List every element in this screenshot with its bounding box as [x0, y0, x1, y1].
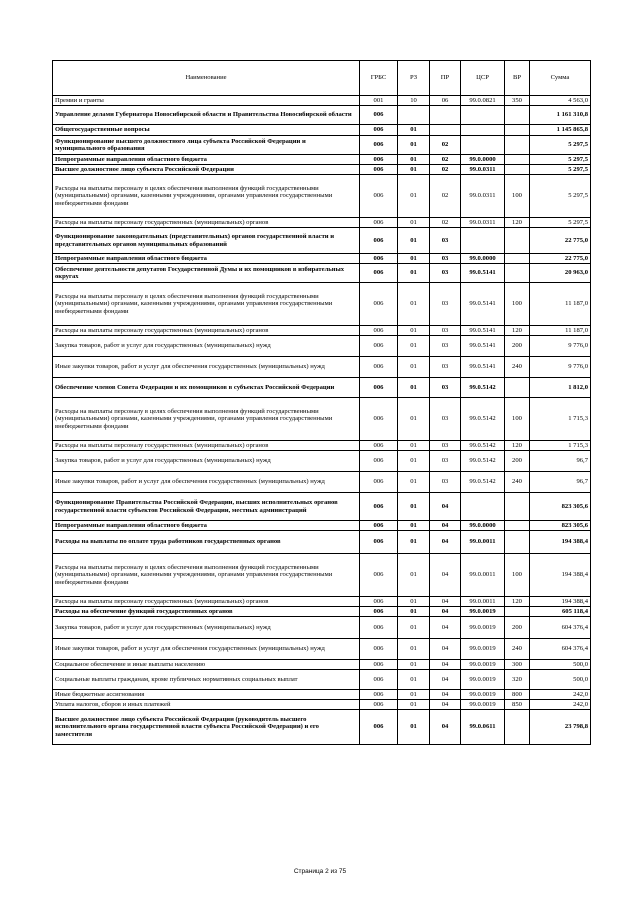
cell-rz: 01 [398, 670, 430, 690]
table-row [53, 326, 591, 336]
cell-rz: 01 [398, 639, 430, 660]
table-row [53, 607, 591, 617]
header-csr: ЦСР [461, 61, 505, 96]
cell-csr: 99.0.5141 [461, 283, 505, 326]
cell-rz: 01 [398, 357, 430, 378]
table-row [53, 451, 591, 472]
cell-pr: 03 [430, 378, 461, 398]
cell-sum: 23 798,8 [530, 710, 591, 745]
cell-sum: 194 388,4 [530, 597, 591, 607]
cell-grbs: 006 [360, 521, 398, 531]
cell-sum: 11 187,0 [530, 326, 591, 336]
cell-csr: 99.0.0019 [461, 607, 505, 617]
cell-name: Премии и гранты [53, 96, 360, 106]
cell-vr [505, 607, 530, 617]
cell-name: Расходы на выплаты персоналу в целях обеспечения выполнения функций государственными (муниципальными) органами, казенными учреждениями, органами управления государственными внебюджетными фондами [53, 398, 360, 441]
cell-pr: 03 [430, 283, 461, 326]
cell-pr: 03 [430, 472, 461, 493]
cell-vr: 120 [505, 441, 530, 451]
cell-csr: 99.0.5141 [461, 336, 505, 357]
cell-rz: 01 [398, 336, 430, 357]
cell-grbs: 006 [360, 254, 398, 264]
cell-csr: 99.0.0019 [461, 660, 505, 670]
table-row [53, 660, 591, 670]
table-row [53, 136, 591, 155]
table-row [53, 441, 591, 451]
table-row [53, 700, 591, 710]
cell-vr [505, 155, 530, 165]
cell-name: Расходы на обеспечение функций государственных органов [53, 607, 360, 617]
cell-name: Высшее должностное лицо субъекта Российской Федерации (руководитель высшего исполнительного органа государственной власти субъекта Российской Федерации) и его заместители [53, 710, 360, 745]
cell-pr: 04 [430, 531, 461, 554]
cell-name: Расходы на выплаты по оплате труда работников государственных органов [53, 531, 360, 554]
cell-vr [505, 136, 530, 155]
cell-pr: 03 [430, 254, 461, 264]
cell-vr: 240 [505, 357, 530, 378]
table-row [53, 218, 591, 228]
cell-pr: 04 [430, 639, 461, 660]
cell-vr [505, 106, 530, 125]
cell-name: Управление делами Губернатора Новосибирской области и Правительства Новосибирской области [53, 106, 360, 125]
cell-grbs: 006 [360, 531, 398, 554]
cell-rz: 01 [398, 617, 430, 639]
cell-sum: 5 297,5 [530, 136, 591, 155]
cell-grbs: 006 [360, 607, 398, 617]
cell-csr: 99.0.0611 [461, 710, 505, 745]
cell-name: Расходы на выплаты персоналу государственных (муниципальных) органов [53, 218, 360, 228]
cell-vr: 120 [505, 326, 530, 336]
cell-rz: 01 [398, 218, 430, 228]
table-row [53, 336, 591, 357]
cell-grbs: 006 [360, 441, 398, 451]
cell-name: Социальные выплаты гражданам, кроме публичных нормативных социальных выплат [53, 670, 360, 690]
table-row [53, 521, 591, 531]
cell-name: Расходы на выплаты персоналу в целях обеспечения выполнения функций государственными (муниципальными) органами, казенными учреждениями, органами управления государственными внебюджетными фондами [53, 283, 360, 326]
cell-csr: 99.0.0000 [461, 521, 505, 531]
cell-pr: 02 [430, 155, 461, 165]
cell-pr: 02 [430, 218, 461, 228]
cell-sum: 823 305,6 [530, 521, 591, 531]
cell-name: Расходы на выплаты персоналу государственных (муниципальных) органов [53, 326, 360, 336]
cell-rz: 01 [398, 264, 430, 283]
cell-pr: 04 [430, 617, 461, 639]
cell-sum: 9 776,0 [530, 336, 591, 357]
cell-grbs: 006 [360, 264, 398, 283]
cell-sum: 242,0 [530, 690, 591, 700]
table-row [53, 106, 591, 125]
cell-pr: 02 [430, 136, 461, 155]
cell-vr: 350 [505, 96, 530, 106]
cell-pr: 02 [430, 175, 461, 218]
cell-pr: 04 [430, 710, 461, 745]
table-row [53, 639, 591, 660]
cell-name: Расходы на выплаты персоналу государственных (муниципальных) органов [53, 597, 360, 607]
header-sum: Сумма [530, 61, 591, 96]
cell-grbs: 006 [360, 472, 398, 493]
cell-pr: 03 [430, 451, 461, 472]
cell-pr: 03 [430, 398, 461, 441]
cell-rz: 01 [398, 326, 430, 336]
cell-grbs: 006 [360, 690, 398, 700]
cell-vr: 100 [505, 398, 530, 441]
cell-sum: 604 376,4 [530, 639, 591, 660]
cell-name: Иные закупки товаров, работ и услуг для обеспечения государственных (муниципальных) нужд [53, 639, 360, 660]
table-row [53, 617, 591, 639]
cell-pr: 03 [430, 441, 461, 451]
header-pr: ПР [430, 61, 461, 96]
cell-vr: 200 [505, 617, 530, 639]
cell-name: Расходы на выплаты персоналу в целях обеспечения выполнения функций государственными (муниципальными) органами, казенными учреждениями, органами управления государственными внебюджетными фондами [53, 554, 360, 597]
cell-name: Функционирование высшего должностного лица субъекта Российской Федерации и муниципального образования [53, 136, 360, 155]
cell-sum: 194 388,4 [530, 531, 591, 554]
cell-vr: 200 [505, 336, 530, 357]
cell-csr [461, 493, 505, 521]
cell-rz: 01 [398, 521, 430, 531]
cell-pr: 04 [430, 670, 461, 690]
cell-rz: 01 [398, 493, 430, 521]
cell-grbs: 001 [360, 96, 398, 106]
cell-vr: 100 [505, 175, 530, 218]
table-row [53, 472, 591, 493]
cell-grbs: 006 [360, 617, 398, 639]
cell-csr: 99.0.5141 [461, 326, 505, 336]
cell-pr: 03 [430, 326, 461, 336]
cell-csr: 99.0.5141 [461, 357, 505, 378]
cell-csr: 99.0.0011 [461, 597, 505, 607]
cell-csr: 99.0.0019 [461, 617, 505, 639]
cell-rz: 10 [398, 96, 430, 106]
cell-csr: 99.0.0000 [461, 155, 505, 165]
header-name: Наименование [53, 61, 360, 96]
table-row [53, 175, 591, 218]
cell-name: Обеспечение деятельности депутатов Государственной Думы и их помощников в избирательных округах [53, 264, 360, 283]
cell-csr: 99.0.0011 [461, 554, 505, 597]
cell-pr: 04 [430, 597, 461, 607]
cell-grbs: 006 [360, 597, 398, 607]
cell-rz: 01 [398, 175, 430, 218]
cell-grbs: 006 [360, 660, 398, 670]
cell-pr: 03 [430, 336, 461, 357]
cell-rz: 01 [398, 451, 430, 472]
cell-name: Высшее должностное лицо субъекта Российской Федерации [53, 165, 360, 175]
cell-grbs: 006 [360, 326, 398, 336]
cell-sum: 242,0 [530, 700, 591, 710]
table-row [53, 493, 591, 521]
cell-sum: 9 776,0 [530, 357, 591, 378]
cell-vr: 240 [505, 639, 530, 660]
cell-pr: 06 [430, 96, 461, 106]
cell-grbs: 006 [360, 398, 398, 441]
cell-vr: 850 [505, 700, 530, 710]
table-row [53, 690, 591, 700]
cell-vr [505, 125, 530, 136]
cell-csr: 99.0.0311 [461, 165, 505, 175]
cell-sum: 5 297,5 [530, 165, 591, 175]
cell-name: Расходы на выплаты персоналу государственных (муниципальных) органов [53, 441, 360, 451]
cell-sum: 1 161 310,8 [530, 106, 591, 125]
cell-pr: 04 [430, 521, 461, 531]
table-row [53, 165, 591, 175]
cell-rz: 01 [398, 554, 430, 597]
cell-sum: 1 715,3 [530, 441, 591, 451]
cell-vr: 200 [505, 451, 530, 472]
cell-vr [505, 254, 530, 264]
table-row [53, 710, 591, 745]
cell-vr: 100 [505, 554, 530, 597]
cell-grbs: 006 [360, 125, 398, 136]
cell-pr: 04 [430, 660, 461, 670]
cell-csr: 99.0.5142 [461, 451, 505, 472]
cell-name: Непрограммные направления областного бюджета [53, 155, 360, 165]
cell-vr: 300 [505, 660, 530, 670]
cell-sum: 1 715,3 [530, 398, 591, 441]
cell-csr: 99.0.0011 [461, 531, 505, 554]
cell-sum: 823 305,6 [530, 493, 591, 521]
cell-name: Закупка товаров, работ и услуг для государственных (муниципальных) нужд [53, 336, 360, 357]
cell-sum: 4 563,0 [530, 96, 591, 106]
cell-csr: 99.0.0311 [461, 175, 505, 218]
cell-csr: 99.0.5142 [461, 398, 505, 441]
cell-csr [461, 106, 505, 125]
cell-vr [505, 165, 530, 175]
cell-grbs: 006 [360, 106, 398, 125]
cell-sum: 5 297,5 [530, 155, 591, 165]
cell-sum: 604 376,4 [530, 617, 591, 639]
cell-vr: 800 [505, 690, 530, 700]
cell-vr: 240 [505, 472, 530, 493]
table-header-row [53, 61, 591, 96]
cell-vr: 100 [505, 283, 530, 326]
cell-pr: 03 [430, 357, 461, 378]
cell-rz: 01 [398, 155, 430, 165]
cell-grbs: 006 [360, 700, 398, 710]
cell-pr: 04 [430, 554, 461, 597]
cell-pr: 04 [430, 700, 461, 710]
cell-sum: 194 388,4 [530, 554, 591, 597]
table-row [53, 155, 591, 165]
cell-rz: 01 [398, 531, 430, 554]
cell-grbs: 006 [360, 639, 398, 660]
cell-csr: 99.0.0311 [461, 218, 505, 228]
cell-name: Иные закупки товаров, работ и услуг для обеспечения государственных (муниципальных) нужд [53, 357, 360, 378]
cell-vr [505, 531, 530, 554]
cell-rz: 01 [398, 228, 430, 254]
table-row [53, 357, 591, 378]
table-row [53, 283, 591, 326]
cell-sum: 5 297,5 [530, 218, 591, 228]
cell-sum: 500,0 [530, 660, 591, 670]
cell-grbs: 006 [360, 165, 398, 175]
cell-grbs: 006 [360, 283, 398, 326]
table-row [53, 264, 591, 283]
cell-vr: 120 [505, 218, 530, 228]
table-row [53, 531, 591, 554]
cell-name: Функционирование Правительства Российской Федерации, высших исполнительных органов государственной власти субъектов Российской Федерации, местных администраций [53, 493, 360, 521]
cell-grbs: 006 [360, 136, 398, 155]
cell-grbs: 006 [360, 710, 398, 745]
table-row [53, 228, 591, 254]
cell-grbs: 006 [360, 493, 398, 521]
cell-csr: 99.0.0019 [461, 670, 505, 690]
cell-vr: 120 [505, 597, 530, 607]
cell-csr: 99.0.5142 [461, 378, 505, 398]
cell-rz: 01 [398, 472, 430, 493]
cell-pr: 02 [430, 165, 461, 175]
cell-sum: 11 187,0 [530, 283, 591, 326]
cell-csr [461, 228, 505, 254]
cell-pr: 04 [430, 493, 461, 521]
table-row [53, 597, 591, 607]
cell-csr [461, 125, 505, 136]
cell-grbs: 006 [360, 554, 398, 597]
table-row [53, 125, 591, 136]
cell-pr [430, 106, 461, 125]
cell-rz: 01 [398, 136, 430, 155]
cell-name: Иные бюджетные ассигнования [53, 690, 360, 700]
cell-name: Социальное обеспечение и иные выплаты населению [53, 660, 360, 670]
cell-rz: 01 [398, 660, 430, 670]
table-row [53, 254, 591, 264]
cell-rz: 01 [398, 398, 430, 441]
cell-name: Непрограммные направления областного бюджета [53, 521, 360, 531]
cell-grbs: 006 [360, 357, 398, 378]
header-grbs: ГРБС [360, 61, 398, 96]
cell-grbs: 006 [360, 336, 398, 357]
cell-sum: 22 775,0 [530, 254, 591, 264]
cell-name: Расходы на выплаты персоналу в целях обеспечения выполнения функций государственными (муниципальными) органами, казенными учреждениями, органами управления государственными внебюджетными фондами [53, 175, 360, 218]
cell-csr: 99.0.0019 [461, 690, 505, 700]
cell-pr: 04 [430, 690, 461, 700]
cell-grbs: 006 [360, 228, 398, 254]
cell-rz: 01 [398, 700, 430, 710]
cell-name: Обеспечение членов Совета Федерации и их помощников в субъектах Российской Федерации [53, 378, 360, 398]
cell-name: Непрограммные направления областного бюджета [53, 254, 360, 264]
cell-rz: 01 [398, 125, 430, 136]
cell-csr: 99.0.0000 [461, 254, 505, 264]
cell-vr [505, 521, 530, 531]
cell-sum: 20 963,0 [530, 264, 591, 283]
cell-sum: 1 145 865,8 [530, 125, 591, 136]
cell-csr: 99.0.0019 [461, 639, 505, 660]
cell-sum: 5 297,5 [530, 175, 591, 218]
cell-grbs: 006 [360, 218, 398, 228]
cell-rz: 01 [398, 710, 430, 745]
header-vr: ВР [505, 61, 530, 96]
cell-grbs: 006 [360, 175, 398, 218]
cell-csr: 99.0.5142 [461, 472, 505, 493]
cell-csr: 99.0.5142 [461, 441, 505, 451]
cell-grbs: 006 [360, 378, 398, 398]
budget-table [52, 60, 591, 745]
cell-grbs: 006 [360, 451, 398, 472]
cell-name: Функционирование законодательных (представительных) органов государственной власти и представительных органов муниципальных образований [53, 228, 360, 254]
cell-vr [505, 710, 530, 745]
cell-rz: 01 [398, 165, 430, 175]
cell-rz: 01 [398, 441, 430, 451]
cell-rz: 01 [398, 690, 430, 700]
cell-pr: 03 [430, 264, 461, 283]
cell-pr [430, 125, 461, 136]
cell-csr: 99.0.0821 [461, 96, 505, 106]
cell-csr [461, 136, 505, 155]
cell-rz: 01 [398, 607, 430, 617]
cell-name: Общегосударственные вопросы [53, 125, 360, 136]
budget-table-container [52, 60, 590, 745]
cell-sum: 500,0 [530, 670, 591, 690]
cell-sum: 96,7 [530, 472, 591, 493]
table-row [53, 554, 591, 597]
cell-grbs: 006 [360, 155, 398, 165]
cell-name: Закупка товаров, работ и услуг для государственных (муниципальных) нужд [53, 617, 360, 639]
cell-rz: 01 [398, 378, 430, 398]
cell-rz: 01 [398, 254, 430, 264]
cell-vr [505, 264, 530, 283]
cell-grbs: 006 [360, 670, 398, 690]
cell-rz [398, 106, 430, 125]
cell-vr [505, 493, 530, 521]
cell-pr: 03 [430, 228, 461, 254]
cell-pr: 04 [430, 607, 461, 617]
cell-csr: 99.0.0019 [461, 700, 505, 710]
cell-vr [505, 378, 530, 398]
cell-sum: 605 118,4 [530, 607, 591, 617]
table-row [53, 670, 591, 690]
cell-rz: 01 [398, 597, 430, 607]
cell-name: Закупка товаров, работ и услуг для государственных (муниципальных) нужд [53, 451, 360, 472]
cell-sum: 1 812,0 [530, 378, 591, 398]
table-row [53, 398, 591, 441]
page-number: Страница 2 из 75 [293, 868, 347, 875]
cell-name: Иные закупки товаров, работ и услуг для обеспечения государственных (муниципальных) нужд [53, 472, 360, 493]
cell-vr: 320 [505, 670, 530, 690]
table-row [53, 378, 591, 398]
table-row [53, 96, 591, 106]
header-rz: РЗ [398, 61, 430, 96]
cell-name: Уплата налогов, сборов и иных платежей [53, 700, 360, 710]
cell-vr [505, 228, 530, 254]
cell-rz: 01 [398, 283, 430, 326]
cell-sum: 96,7 [530, 451, 591, 472]
cell-sum: 22 775,0 [530, 228, 591, 254]
table-body [53, 96, 591, 745]
cell-csr: 99.0.5141 [461, 264, 505, 283]
